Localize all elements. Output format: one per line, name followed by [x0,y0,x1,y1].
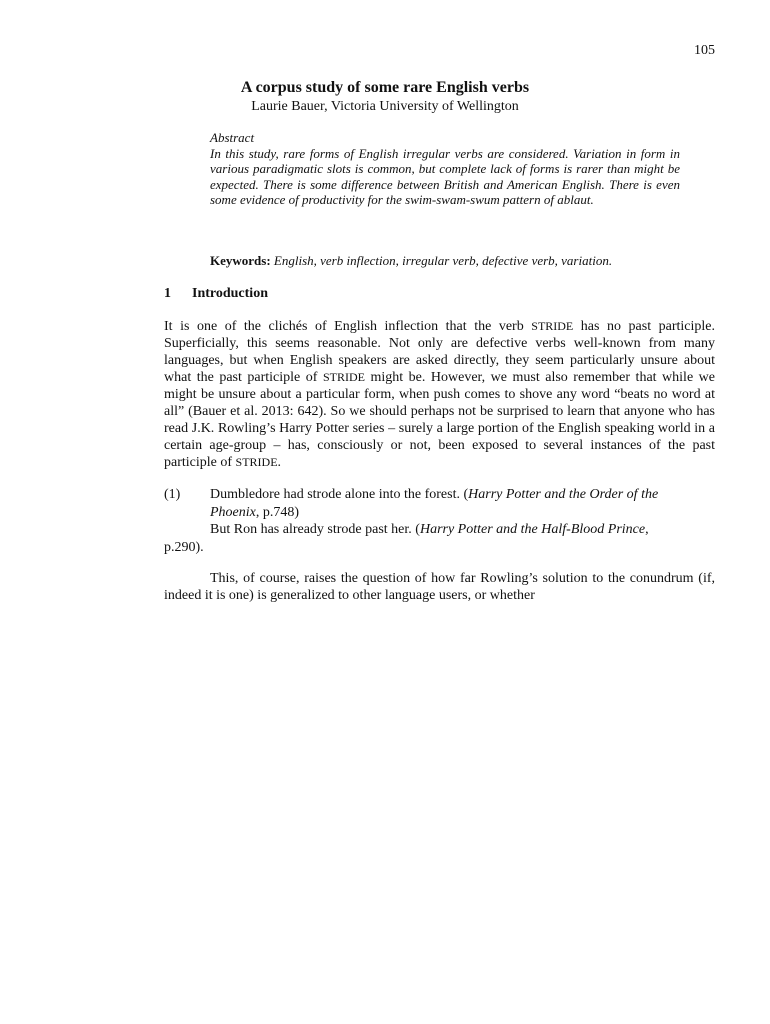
stride-term: STRIDE [235,455,278,469]
example-text: But Ron has already strode past her. ( [210,522,420,537]
page-reference: p.290). [164,539,204,555]
keywords-text: English, verb inflection, irregular verb, defective verb, variation. [273,253,613,268]
example-text: Dumbledore had strode alone into the forest. ( [210,487,469,502]
example-1 [164,486,715,556]
section-number: 1 [164,286,171,301]
book-title: Harry Potter and the Order of the [468,487,659,502]
abstract-text: In this study, rare forms of English irregular verbs are considered. Variation in form in various paradigmatic slots is common, but complete lack of forms is rarer than might be expected. There is some difference between British and American English. There is even some evidence of productivity for the swim-swam-swum pattern of ablaut. [210,145,680,207]
example-sentence-1-cont [210,504,715,522]
paper-title: A corpus study of some rare English verbs [240,79,530,96]
intro-text-c: might be. However, we must also remember that while we might be unsure about a particular form, when push comes to shove any word “beats no word at all” (Bauer et al. 2013: 642). So we should perhaps not be surprised to learn that anyone who has read J.K. Rowling’s Harry Potter series – surely a large portion of the English speaking world in a certain age-group – has, consciously or not, been exposed to several instances of the past participle of [164,370,715,470]
intro-text-b: has no past participle. Superficially, this seems reasonable. Not only are defective verbs well-known from many languages, but when English speakers are asked directly, they seem particularly unsure about what the past participle of [164,319,715,385]
page-number: 105 [694,43,715,58]
section-title: Introduction [192,286,268,301]
book-title: Harry Potter and the Half-Blood Prince [419,522,646,537]
example-sentence-2 [210,521,715,539]
section-heading [164,286,268,302]
title-block [0,78,770,115]
intro-text-a: It is one of the clichés of English inflection that the verb [164,319,532,334]
closing-paragraph [164,570,715,604]
closing-text: This, of course, raises the question of how far Rowling’s solution to the conundrum (if, indeed it is one) is generalized to other language users, or whether [164,571,715,603]
example-sentence-1 [210,486,715,504]
keywords-label: Keywords: [210,253,271,268]
keywords [210,253,710,269]
abstract [210,130,680,208]
abstract-heading: Abstract [210,130,255,145]
example-sentence-2-cont [164,539,715,557]
stride-term: STRIDE [322,370,365,384]
page-reference: , p.748) [255,504,300,520]
intro-text-d: . [277,455,282,470]
intro-paragraph [164,318,715,471]
page-reference: , [645,522,649,537]
author-line: Laurie Bauer, Victoria University of Wellington [251,99,519,114]
example-number: (1) [164,487,181,502]
book-title: Phoenix [210,504,256,520]
stride-term: STRIDE [531,319,574,333]
